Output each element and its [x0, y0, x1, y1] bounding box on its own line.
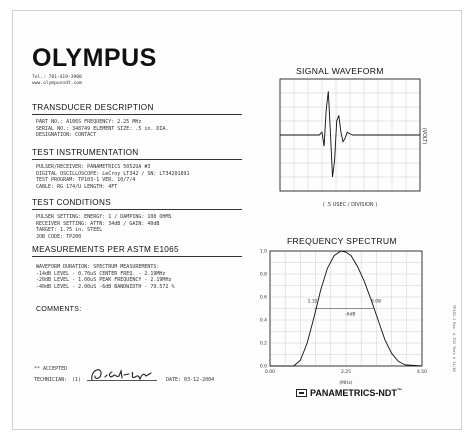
measurement-row: -14dB LEVEL - 0.70uS CENTER FREQ. - 2.19MHz — [36, 270, 166, 277]
instrumentation-row: PULSER/RECEIVER: PANAMETRICS 5052UA #3 — [36, 164, 151, 170]
accepted-text: ACCEPTED — [43, 366, 68, 372]
instrumentation-row: DIGITAL OSCILLOSCOPE: LeCroy LT342 / SN: LT34201891 — [36, 170, 190, 177]
waveform-chart — [270, 76, 430, 216]
accepted-label — [34, 366, 67, 373]
conditions-rule — [32, 209, 242, 210]
spectrum-x-caption: (MHz) — [339, 381, 353, 386]
form-code: TP103-1 Rev. A TG3 Test A 11/02 — [452, 305, 456, 373]
y-tick-label: 0.0 — [259, 364, 267, 370]
transducer-row: DESIGNATION: CONTACT — [36, 132, 97, 138]
panametrics-name: PANAMETRICS-NDT — [310, 388, 397, 398]
x-tick-label: 2.25 — [340, 370, 352, 375]
instrumentation-title: TEST INSTRUMENTATION — [32, 148, 139, 157]
transducer-row: SERIAL NO.: 348749 ELEMENT SIZE: .5 in. DIA. — [36, 125, 169, 132]
conditions-row: JOB CODE: TP200 — [36, 233, 82, 240]
waveform-title: SIGNAL WAVEFORM — [296, 66, 384, 76]
trademark-symbol: ™ — [396, 388, 402, 394]
conditions-title: TEST CONDITIONS — [32, 198, 111, 207]
transducer-row: PART NO.: A106S FREQUENCY: 2.25 MHz — [36, 119, 142, 125]
bandwidth-label: -6dB — [345, 312, 356, 318]
instrumentation-row: CABLE: RG 174/U LENGTH: 4FT — [36, 183, 118, 190]
website: www.olympusndt.com — [32, 81, 82, 86]
instrumentation-rule — [32, 159, 242, 160]
conditions-row: RECEIVER SETTING: ATTN: 34dB / GAIN: 40dB — [36, 220, 160, 227]
y-tick-label: 0.8 — [259, 272, 267, 278]
accepted-marker: ** — [34, 366, 41, 372]
technician-signature — [88, 364, 158, 384]
measurement-row: -40dB LEVEL - 2.00uS -6dB BANDWIDTH - 79.572 % — [36, 283, 175, 290]
bandwidth-high-marker: 3.08 — [371, 299, 382, 305]
bandwidth-low-marker: 1.32 — [307, 299, 318, 305]
transducer-rule — [32, 114, 242, 115]
x-tick-label: 0.00 — [264, 370, 276, 375]
measurements-rule — [32, 256, 242, 257]
phone-number: Tel.: 781-419-3900 — [32, 75, 82, 80]
y-tick-label: 1.0 — [259, 249, 267, 255]
panametrics-brand — [310, 388, 402, 398]
y-tick-label: 0.4 — [259, 318, 267, 324]
panametrics-logo-icon — [296, 389, 307, 397]
transducer-title: TRANSDUCER DESCRIPTION — [32, 103, 154, 112]
spectrum-chart — [248, 246, 438, 388]
measurement-row: WAVEFORM DURATION: SPECTRUM MEASUREMENTS: — [36, 264, 160, 270]
test-date: DATE: 03-12-2004 — [166, 377, 215, 383]
spectrum-title: FREQUENCY SPECTRUM — [287, 236, 397, 246]
conditions-row: PULSER SETTING: ENERGY: 1 / DAMPING: 100 OHMS — [36, 214, 172, 220]
conditions-row: TARGET: 1.75 in. STEEL — [36, 227, 103, 233]
y-tick-label: 0.6 — [259, 295, 267, 301]
technician-label: TECHNICIAN: — [34, 377, 68, 383]
measurement-row: -20dB LEVEL - 1.00uS PEAK FREQUENCY - 2.19MHz — [36, 277, 172, 283]
technician-id: (1) — [72, 377, 82, 383]
instrumentation-row: TEST PROGRAM: TP103-1 VER. 10/7/4 — [36, 177, 136, 183]
measurements-title: MEASUREMENTS PER ASTM E1065 — [32, 245, 179, 254]
y-tick-label: 0.2 — [259, 341, 267, 347]
x-tick-label: 4.50 — [416, 370, 428, 375]
olympus-logo: OLYMPUS — [32, 44, 157, 72]
waveform-x-caption: ( .5 USEC / DIVISION ) — [322, 202, 378, 208]
comments-label: COMMENTS: — [36, 306, 82, 313]
waveform-y-caption: (VOLT) — [421, 127, 427, 145]
